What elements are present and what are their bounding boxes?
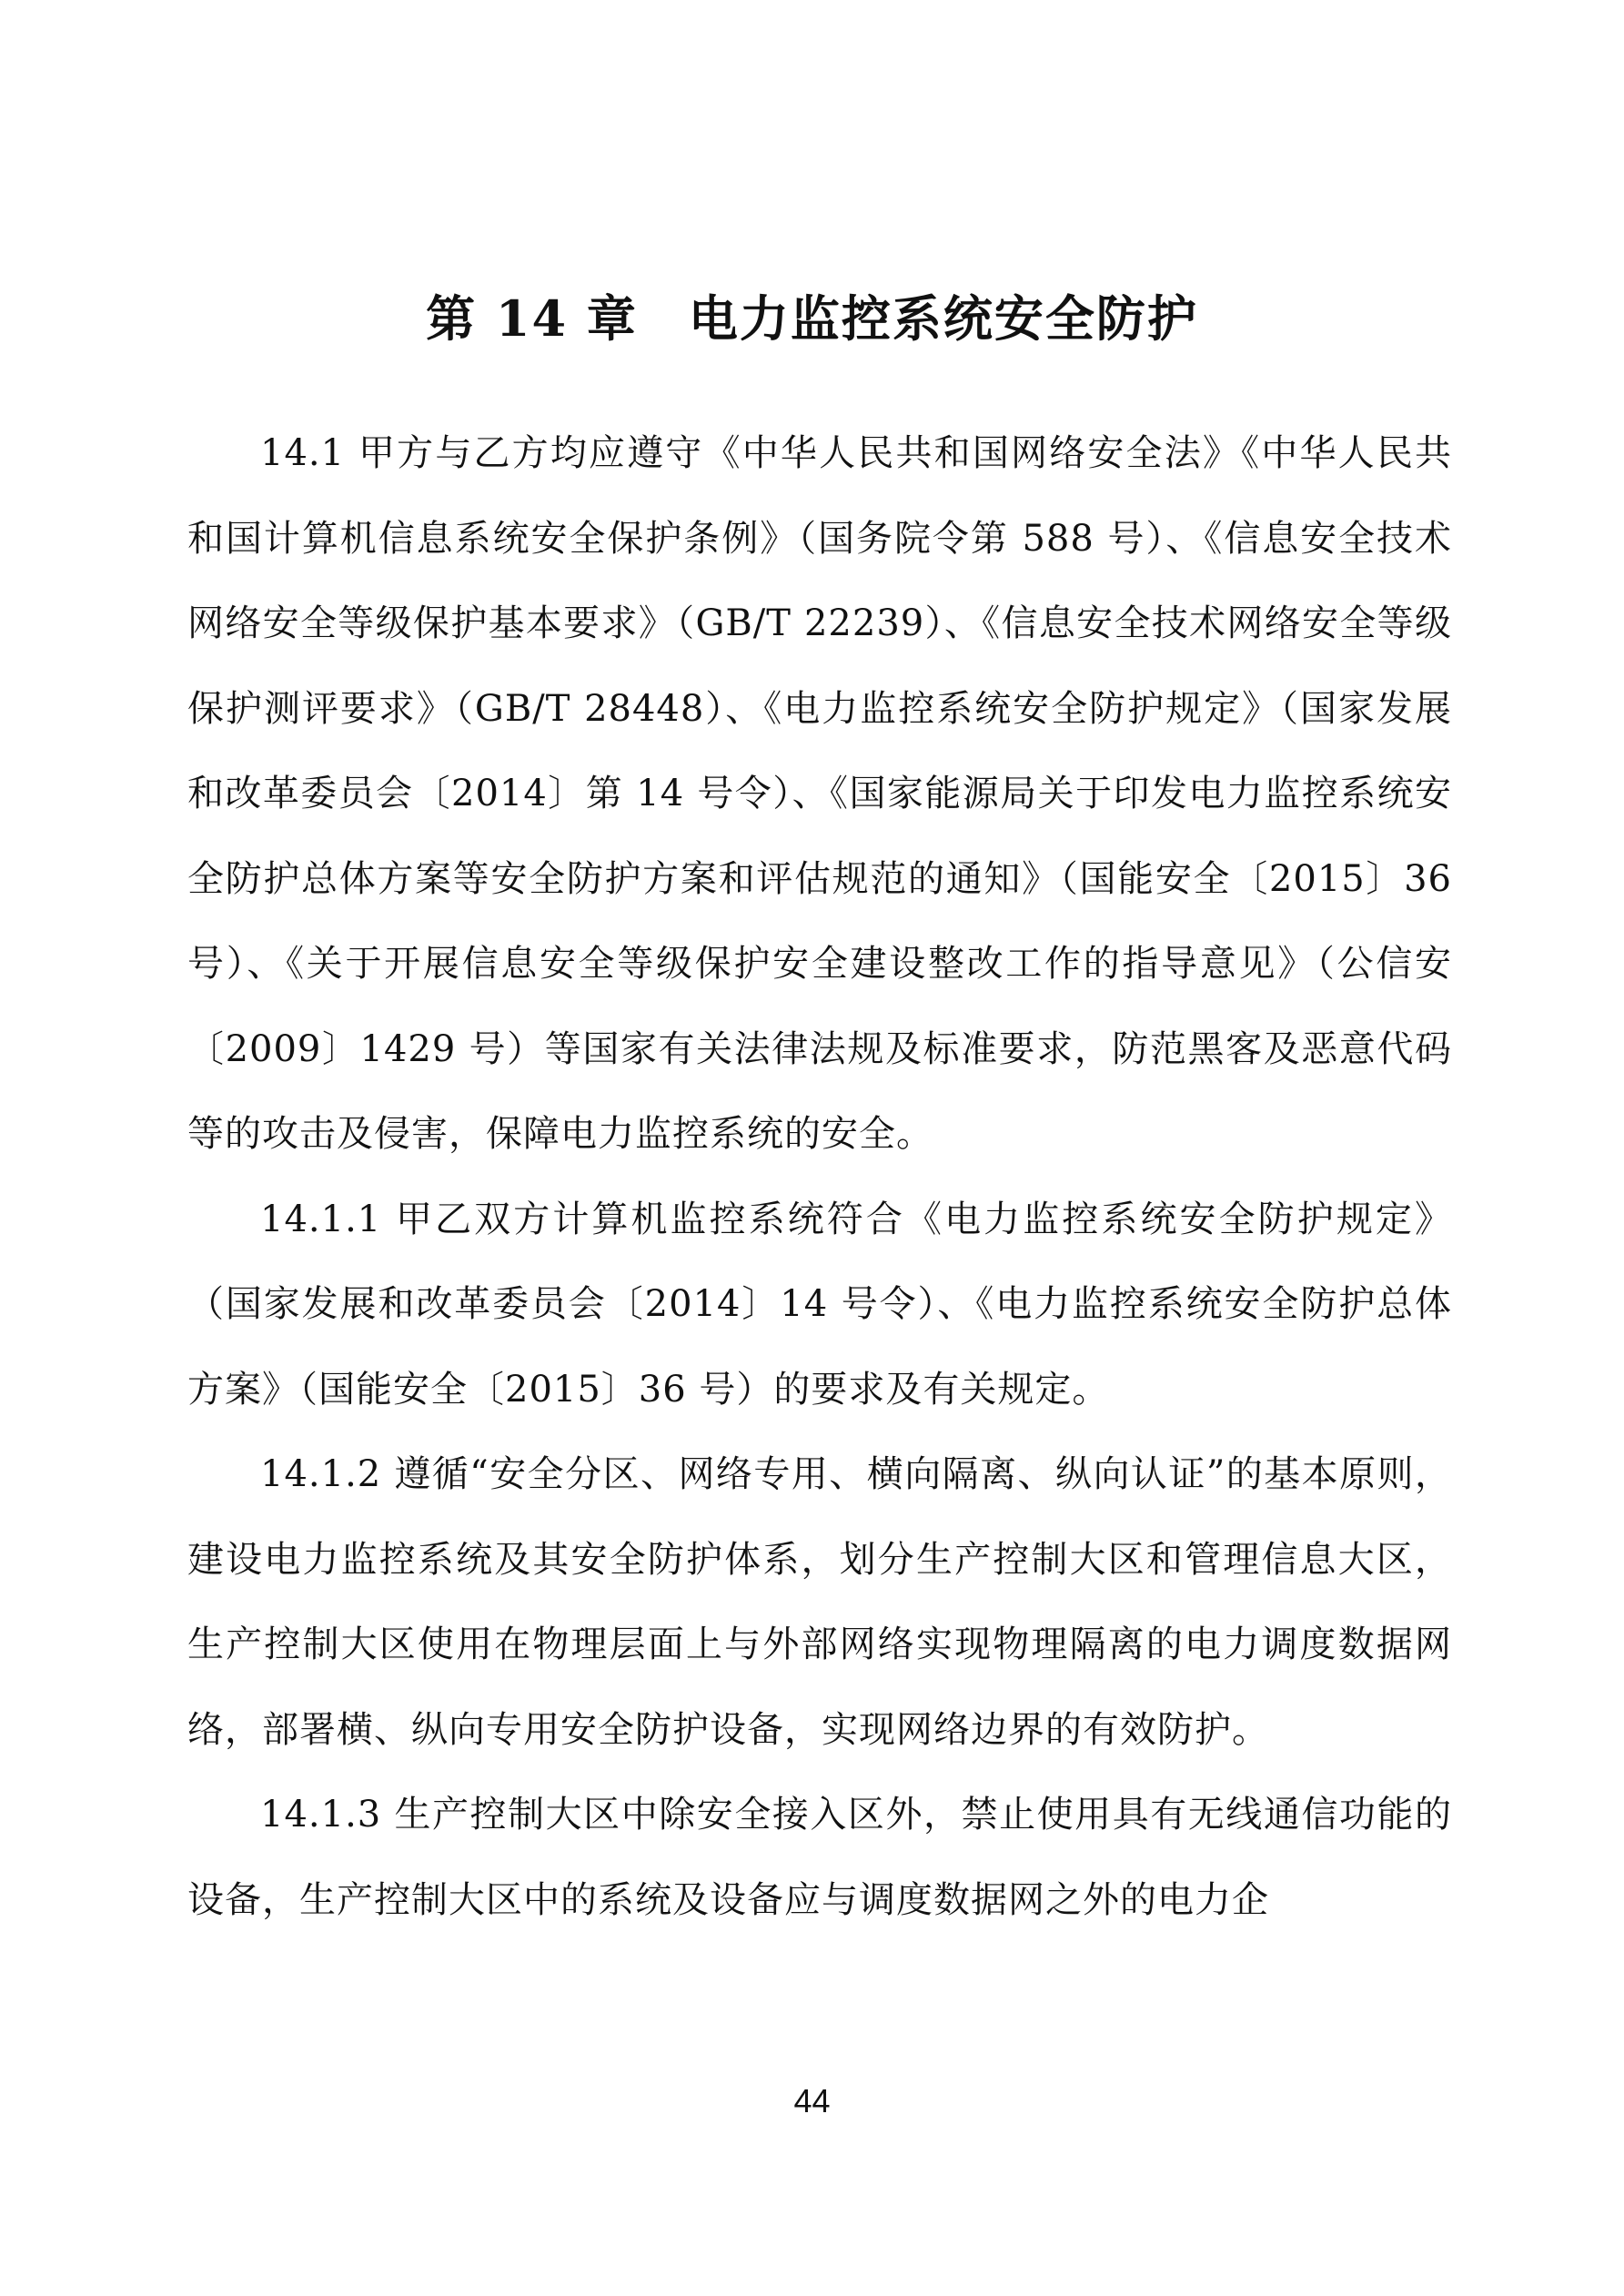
paragraph-14-1: 14.1 甲方与乙方均应遵守《中华人民共和国网络安全法》《中华人民共和国计算机信息系统安全保护条例》（国务院令第 588 号）、《信息安全技术网络安全等级保护基本要求》（GB/T 22239）、《信息安全技术网络安全等级保护测评要求》（GB/T 28448）、《电力监控系统安全防护规定》（国家发展和改革委员会〔2014〕第 14 号令）、《国家能源局关于印发电力监控系统安全防护总体方案等安全防护方案和评估规范的通知》（国能安全〔2015〕36 号）、《关于开展信息安全等级保护安全建设整改工作的指导意见》（公信安〔2009〕1429 号）等国家有关法律法规及标准要求，防范黑客及恶意代码等的攻击及侵害，保障电力监控系统的安全。: [187, 432, 1452, 1155]
page-number: 44: [793, 2082, 831, 2119]
paragraph-14-1-2: 14.1.2 遵循“安全分区、网络专用、横向隔离、纵向认证”的基本原则，建设电力监控系统及其安全防护体系，划分生产控制大区和管理信息大区，生产控制大区使用在物理层面上与外部网络实现物理隔离的电力调度数据网络，部署横、纵向专用安全防护设备，实现网络边界的有效防护。: [187, 1453, 1452, 1751]
paragraph-14-1-1: 14.1.1 甲乙双方计算机监控系统符合《电力监控系统安全防护规定》（国家发展和改革委员会〔2014〕14 号令）、《电力监控系统安全防护总体方案》（国能安全〔2015〕36 号）的要求及有关规定。: [187, 1198, 1452, 1411]
paragraph-14-1-3: 14.1.3 生产控制大区中除安全接入区外，禁止使用具有无线通信功能的设备，生产控制大区中的系统及设备应与调度数据网之外的电力企: [187, 1794, 1452, 1921]
body-text: [187, 411, 1452, 1943]
chapter-title: 第 14 章 电力监控系统安全防护: [426, 289, 1198, 348]
